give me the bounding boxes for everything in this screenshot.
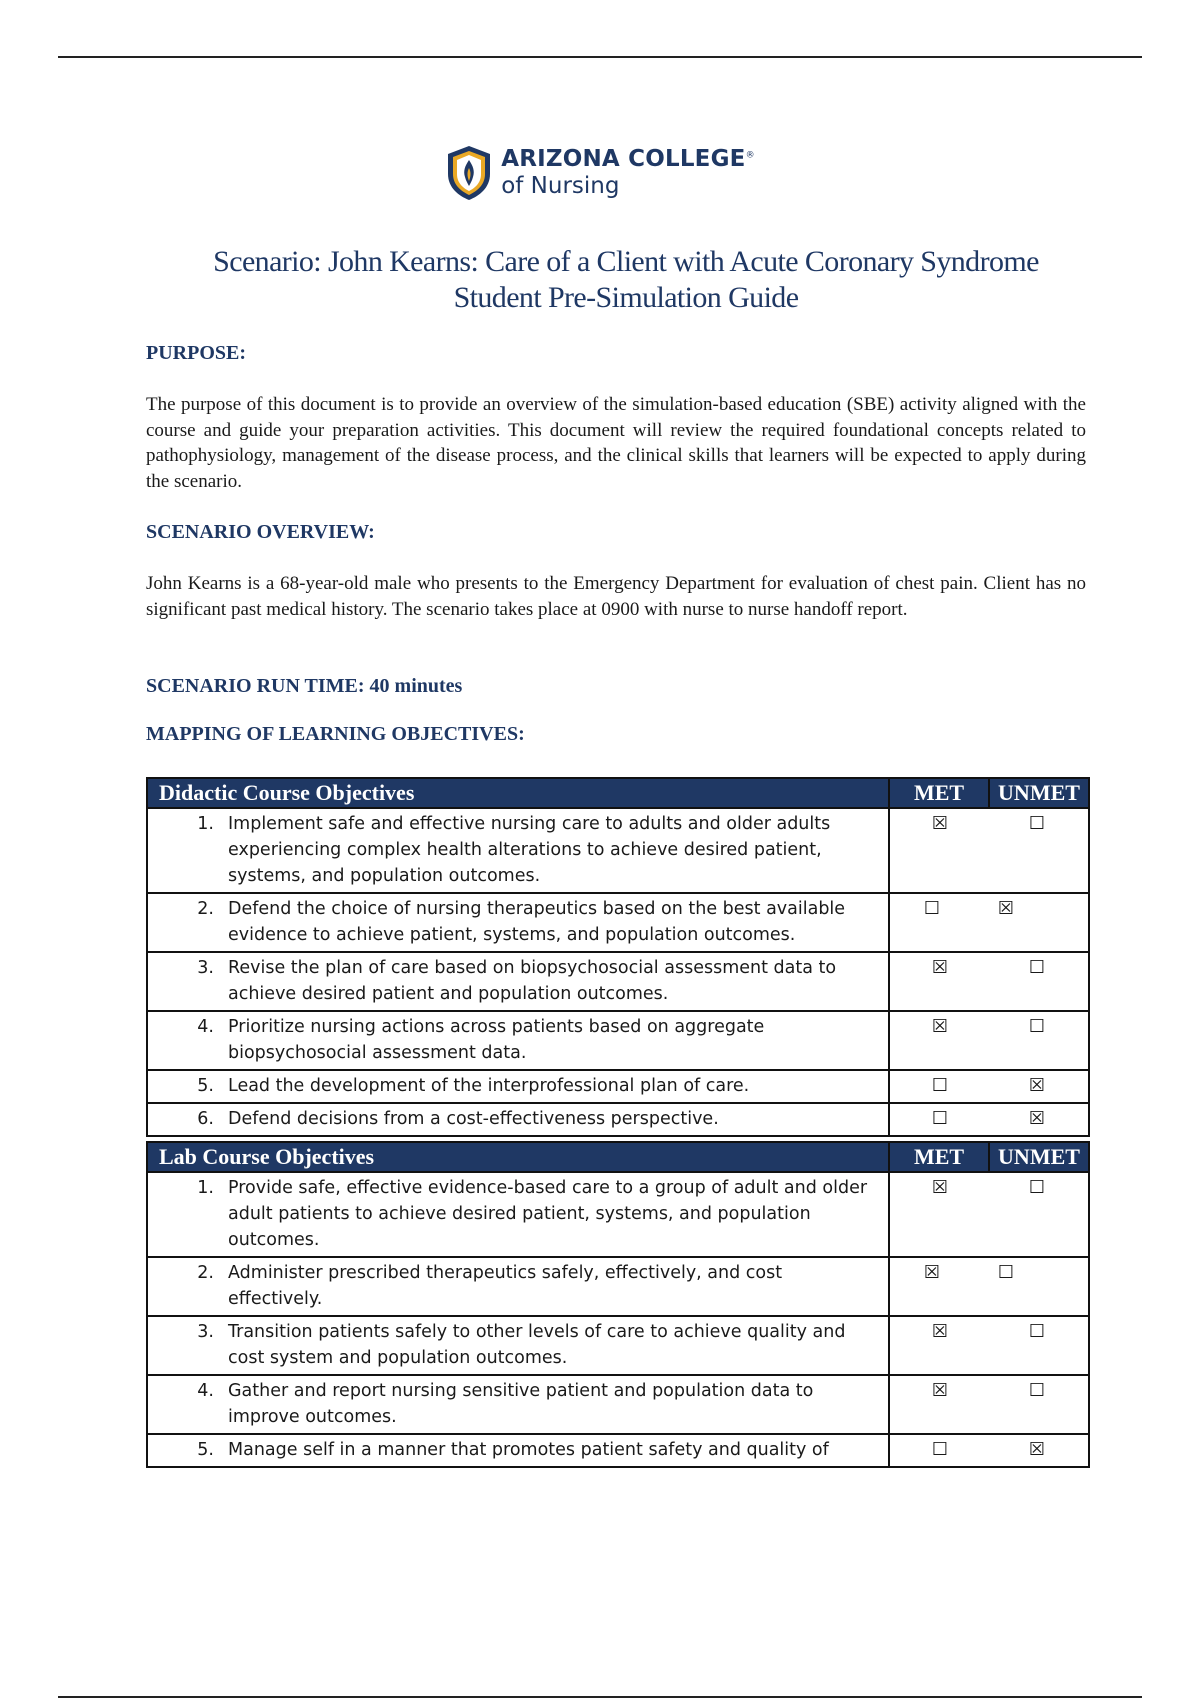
unmet-checkbox[interactable]: ☐ <box>997 1262 1015 1283</box>
objective-text: Manage self in a manner that promotes patient safety and quality of <box>228 1440 829 1460</box>
shield-icon <box>445 144 493 202</box>
met-checkbox[interactable]: ☒ <box>931 1321 949 1342</box>
logo-wordmark: ARIZONA COLLEGE® <box>501 146 755 172</box>
document-title <box>0 244 1200 316</box>
college-logo <box>0 144 1200 202</box>
objective-text: Defend the choice of nursing therapeutics based on the best available evidence to achieve patient, systems, and population outcomes. <box>228 899 846 945</box>
unmet-checkbox[interactable]: ☐ <box>1028 1016 1046 1037</box>
table-row <box>147 1316 1089 1375</box>
unmet-checkbox[interactable]: ☐ <box>1028 813 1046 834</box>
table-row <box>147 1103 1089 1136</box>
objective-text: Lead the development of the interprofessional plan of care. <box>228 1076 750 1096</box>
objective-number: 1. <box>197 1178 214 1198</box>
run-time-heading: SCENARIO RUN TIME: 40 minutes <box>146 675 463 697</box>
unmet-column-header: UNMET <box>989 1142 1089 1172</box>
lab-header: Lab Course Objectives <box>147 1142 889 1172</box>
objective-text: Defend decisions from a cost-effectiveness perspective. <box>228 1109 719 1129</box>
objective-number: 6. <box>197 1109 214 1129</box>
mapping-heading: MAPPING OF LEARNING OBJECTIVES: <box>146 723 525 745</box>
objective-number: 4. <box>197 1017 214 1037</box>
overview-heading: SCENARIO OVERVIEW: <box>146 521 375 543</box>
objective-text: Transition patients safely to other levels of care to achieve quality and cost system and population outcomes. <box>228 1322 846 1368</box>
lab-objectives-table <box>146 1141 1090 1468</box>
table-row <box>147 1011 1089 1070</box>
met-checkbox[interactable]: ☒ <box>923 1262 941 1283</box>
objective-text: Provide safe, effective evidence-based care to a group of adult and older adult patients to achieve desired patient, systems, and population outcomes. <box>228 1178 868 1250</box>
objective-number: 1. <box>197 814 214 834</box>
unmet-column-header: UNMET <box>989 778 1089 808</box>
table-row <box>147 1434 1089 1467</box>
table-row <box>147 952 1089 1011</box>
met-checkbox[interactable]: ☐ <box>931 1439 949 1460</box>
unmet-checkbox[interactable]: ☒ <box>997 898 1015 919</box>
unmet-checkbox[interactable]: ☒ <box>1028 1439 1046 1460</box>
purpose-text: The purpose of this document is to provide an overview of the simulation-based education (SBE) activity aligned with the course and guide your preparation activities. This document will review the required foundational concepts related to pathophysiology, management of the disease process, and the clinical skills that learners will be expected to apply during the scenario. <box>146 394 1086 492</box>
met-column-header: MET <box>889 1142 989 1172</box>
table-row <box>147 1070 1089 1103</box>
unmet-checkbox[interactable]: ☐ <box>1028 1380 1046 1401</box>
top-rule <box>58 56 1142 58</box>
didactic-header: Didactic Course Objectives <box>147 778 889 808</box>
objective-text: Revise the plan of care based on biopsychosocial assessment data to achieve desired patient and population outcomes. <box>228 958 837 1004</box>
bottom-rule <box>58 1696 1142 1698</box>
objective-number: 2. <box>197 1263 214 1283</box>
met-checkbox[interactable]: ☒ <box>931 1016 949 1037</box>
purpose-heading: PURPOSE: <box>146 342 246 364</box>
unmet-checkbox[interactable]: ☐ <box>1028 1177 1046 1198</box>
title-line-1: Scenario: John Kearns: Care of a Client with Acute Coronary Syndrome <box>213 245 1039 278</box>
objective-number: 3. <box>197 958 214 978</box>
objective-number: 3. <box>197 1322 214 1342</box>
met-checkbox[interactable]: ☒ <box>931 813 949 834</box>
objective-number: 5. <box>197 1440 214 1460</box>
objective-text: Implement safe and effective nursing care to adults and older adults experiencing complex health alterations to achieve desired patient, systems, and population outcomes. <box>228 814 831 886</box>
objective-text: Administer prescribed therapeutics safely, effectively, and cost effectively. <box>228 1263 783 1309</box>
logo-subtitle: of Nursing <box>501 173 620 199</box>
met-checkbox[interactable]: ☒ <box>931 957 949 978</box>
objective-number: 5. <box>197 1076 214 1096</box>
table-row <box>147 1375 1089 1434</box>
table-row <box>147 808 1089 893</box>
table-row <box>147 1172 1089 1257</box>
objective-number: 2. <box>197 899 214 919</box>
unmet-checkbox[interactable]: ☒ <box>1028 1108 1046 1129</box>
title-line-2: Student Pre-Simulation Guide <box>453 281 799 314</box>
met-checkbox[interactable]: ☐ <box>931 1075 949 1096</box>
didactic-objectives-table <box>146 777 1090 1137</box>
unmet-checkbox[interactable]: ☐ <box>1028 957 1046 978</box>
table-row <box>147 893 1089 952</box>
unmet-checkbox[interactable]: ☒ <box>1028 1075 1046 1096</box>
met-column-header: MET <box>889 778 989 808</box>
objective-text: Gather and report nursing sensitive patient and population data to improve outcomes. <box>228 1381 814 1427</box>
met-checkbox[interactable]: ☐ <box>923 898 941 919</box>
met-checkbox[interactable]: ☒ <box>931 1380 949 1401</box>
unmet-checkbox[interactable]: ☐ <box>1028 1321 1046 1342</box>
objective-text: Prioritize nursing actions across patients based on aggregate biopsychosocial assessment data. <box>228 1017 765 1063</box>
met-checkbox[interactable]: ☒ <box>931 1177 949 1198</box>
objective-number: 4. <box>197 1381 214 1401</box>
overview-text: John Kearns is a 68-year-old male who presents to the Emergency Department for evaluation of chest pain. Client has no significant past medical history. The scenario takes place at 0900 with nurse to nurse handoff report. <box>146 573 1086 620</box>
table-row <box>147 1257 1089 1316</box>
met-checkbox[interactable]: ☐ <box>931 1108 949 1129</box>
